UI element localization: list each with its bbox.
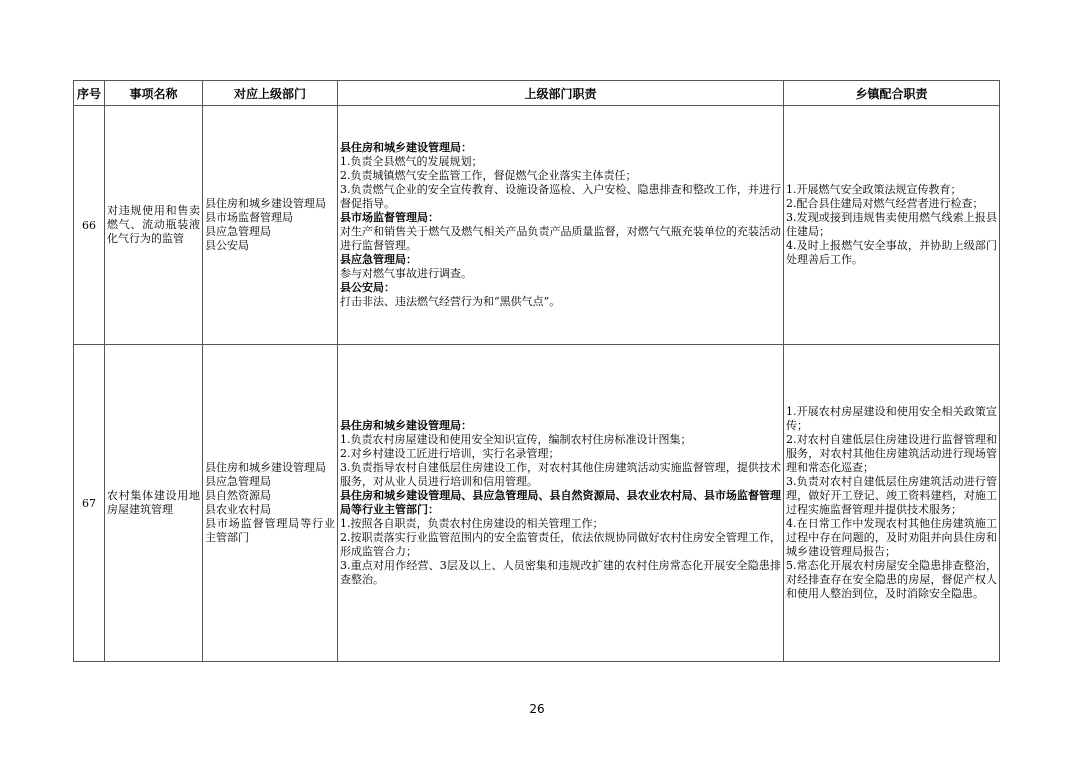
table-row xyxy=(74,345,1000,662)
duty-line: 3.重点对用作经营、3层及以上、人员密集和违规改扩建的农村住房常态化开展安全隐患排查整治。 xyxy=(340,559,781,586)
town-duty-line: 1.开展农村房屋建设和使用安全相关政策宣传； xyxy=(786,405,997,432)
duty-dept-heading: 县住房和城乡建设管理局： xyxy=(340,141,472,154)
town-duty-line: 3.发现或接到违规售卖使用燃气线索上报县住建局； xyxy=(786,211,997,238)
duty-line: 对生产和销售关于燃气及燃气相关产品负责产品质量监督，对燃气气瓶充装单位的充装活动进行监督管理。 xyxy=(340,225,781,252)
header-upper-department: 对应上级部门 xyxy=(203,81,338,106)
duty-table xyxy=(73,80,1000,662)
row-number: 67 xyxy=(74,345,105,662)
table-row xyxy=(74,106,1000,345)
town-duty-line: 5.常态化开展农村房屋安全隐患排查整治，对经排查存在安全隐患的房屋，督促产权人和使用人整治到位，及时消除安全隐患。 xyxy=(786,559,997,600)
duty-dept-heading: 县住房和城乡建设管理局、县应急管理局、县自然资源局、县农业农村局、县市场监督管理局等行业主管部门： xyxy=(340,489,781,516)
row-number: 66 xyxy=(74,106,105,345)
town-duty-line: 1.开展燃气安全政策法规宣传教育； xyxy=(786,183,962,196)
duty-line: 1.负责全县燃气的发展规划； xyxy=(340,155,483,168)
department-line: 县市场监督管理局等行业主管部门 xyxy=(205,517,335,544)
town-duty-line: 4.及时上报燃气安全事故，并协助上级部门处理善后工作。 xyxy=(786,239,997,266)
header-serial: 序号 xyxy=(74,81,105,106)
item-name: 对违规使用和售卖燃气、流动瓶装液化气行为的监管 xyxy=(105,106,203,345)
duty-line: 1.按照各自职责，负责农村住房建设的相关管理工作； xyxy=(340,517,604,530)
duty-dept-heading: 县公安局： xyxy=(340,281,395,294)
department-line: 县市场监督管理局 xyxy=(205,211,293,224)
duty-line: 2.对乡村建设工匠进行培训，实行名录管理； xyxy=(340,447,560,460)
table-header-row xyxy=(74,81,1000,106)
town-duties xyxy=(784,345,1000,662)
town-duty-line: 4.在日常工作中发现农村其他住房建筑施工过程中存在问题的，及时劝阻并向县住房和城乡建设管理局报告； xyxy=(786,517,997,558)
department-list xyxy=(203,345,338,662)
duty-dept-heading: 县应急管理局： xyxy=(340,253,417,266)
duty-line: 2.负责城镇燃气安全监管工作，督促燃气企业落实主体责任； xyxy=(340,169,637,182)
town-duty-line: 3.负责对农村自建低层住房建筑活动进行管理，做好开工登记、竣工资料建档，对施工过程实施监督管理并提供技术服务； xyxy=(786,475,997,516)
department-list xyxy=(203,106,338,345)
header-item-name: 事项名称 xyxy=(105,81,203,106)
duty-line: 参与对燃气事故进行调查。 xyxy=(340,267,472,280)
upper-duties xyxy=(338,345,784,662)
department-line: 县住房和城乡建设管理局 xyxy=(205,461,326,474)
town-duty-line: 2.配合县住建局对燃气经营者进行检查； xyxy=(786,197,984,210)
town-duty-line: 2.对农村自建低层住房建设进行监督管理和服务，对农村其他住房建筑活动进行现场管理和常态化巡查； xyxy=(786,433,997,474)
department-line: 县应急管理局 xyxy=(205,475,271,488)
duty-line: 2.按职责落实行业监管范围内的安全监管责任，依法依规协同做好农村住房安全管理工作，形成监管合力； xyxy=(340,531,781,558)
header-town-duties: 乡镇配合职责 xyxy=(784,81,1000,106)
duty-dept-heading: 县市场监督管理局： xyxy=(340,211,439,224)
town-duties xyxy=(784,106,1000,345)
department-line: 县自然资源局 xyxy=(205,489,271,502)
department-line: 县应急管理局 xyxy=(205,225,271,238)
department-line: 县住房和城乡建设管理局 xyxy=(205,197,326,210)
department-line: 县公安局 xyxy=(205,239,249,252)
duty-line: 1.负责农村房屋建设和使用安全知识宣传，编制农村住房标准设计图集； xyxy=(340,433,692,446)
item-name: 农村集体建设用地房屋建筑管理 xyxy=(105,345,203,662)
page-number: 26 xyxy=(529,702,545,716)
duty-line: 3.负责燃气企业的安全宣传教育、设施设备巡检、入户安检、隐患排查和整改工作，并进行督促指导。 xyxy=(340,183,781,210)
duty-line: 3.负责指导农村自建低层住房建设工作，对农村其他住房建筑活动实施监督管理，提供技术服务，对从业人员进行培训和信用管理。 xyxy=(340,461,781,488)
duty-line: 打击非法、违法燃气经营行为和“黑供气点”。 xyxy=(340,295,561,308)
department-line: 县农业农村局 xyxy=(205,503,271,516)
duty-dept-heading: 县住房和城乡建设管理局： xyxy=(340,419,472,432)
upper-duties xyxy=(338,106,784,345)
header-upper-duties: 上级部门职责 xyxy=(338,81,784,106)
